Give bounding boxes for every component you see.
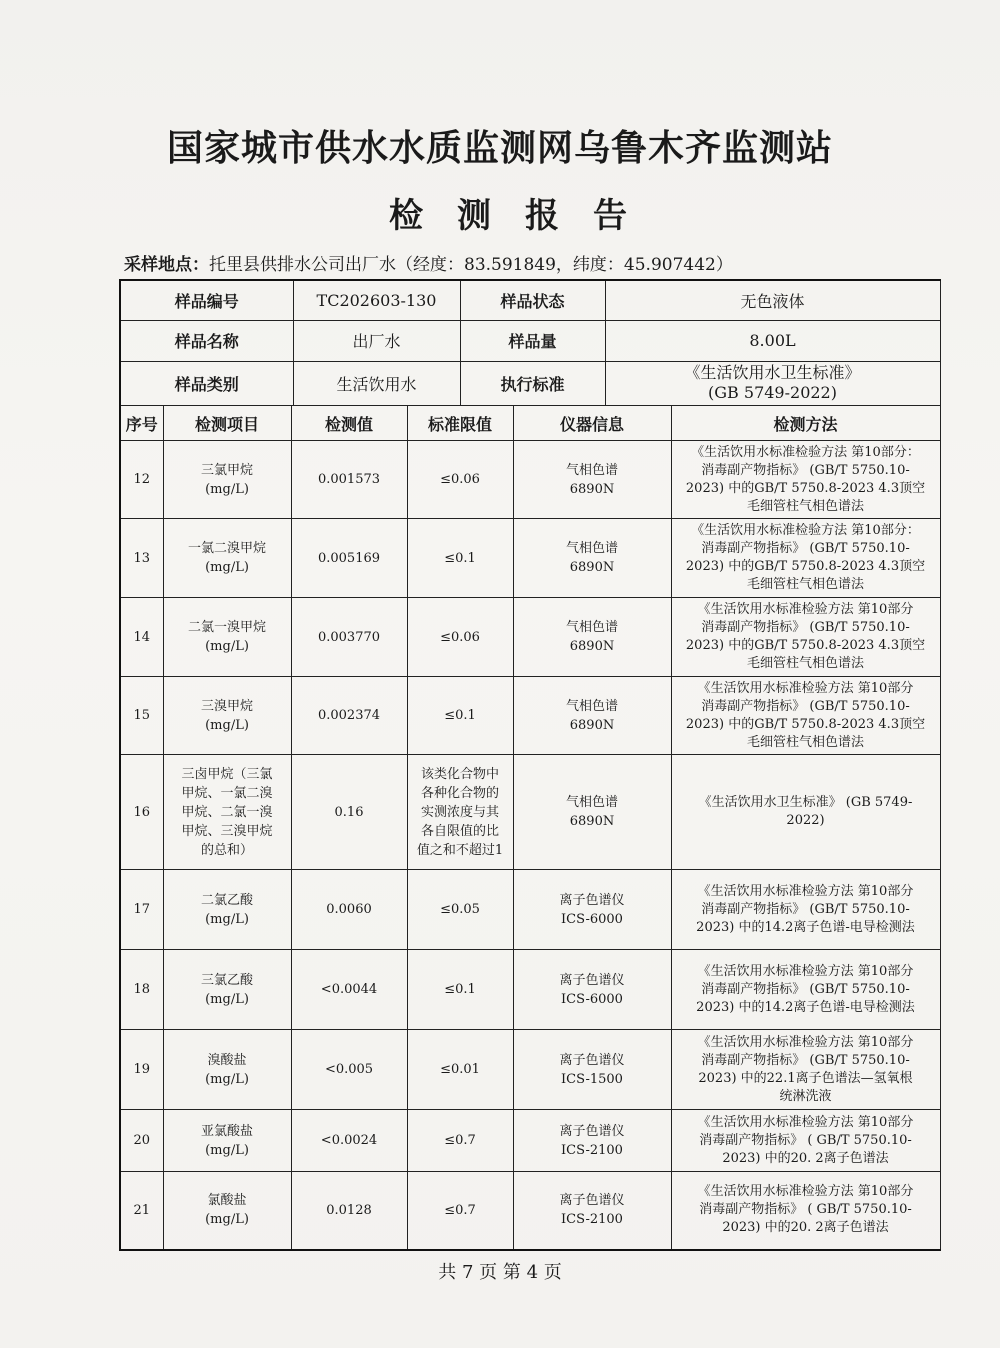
row-method: 《生活饮用水标准检验方法 第10部分 消毒副产物指标》 (GB/T 5750.10- 2023) 中的14.2离子色谱-电导检测法	[671, 950, 940, 1030]
page-counter: 共 7 页 第 4 页	[438, 1262, 562, 1283]
sample-state-value: 无色液体	[605, 280, 940, 320]
sample-state-label: 样品状态	[460, 280, 605, 320]
row-limit: ≤0.1	[407, 677, 513, 755]
table-row	[120, 755, 940, 870]
row-limit: ≤0.7	[407, 1172, 513, 1250]
station-title: 国家城市供水水质监测网乌鲁木齐监测站	[166, 128, 833, 169]
row-method: 《生活饮用水标准检验方法 第10部分： 消毒副产物指标》 (GB/T 5750.10- 2023) 中的GB/T 5750.8-2023 4.3顶空 毛细管柱气相色谱法	[671, 441, 940, 519]
row-value: 0.001573	[291, 441, 407, 519]
row-item: 二氯乙酸 (mg/L)	[163, 870, 291, 950]
info-row	[120, 361, 940, 405]
row-no: 20	[120, 1110, 163, 1172]
table-row	[120, 519, 940, 598]
row-value: 0.005169	[291, 519, 407, 598]
row-item: 一氯二溴甲烷 (mg/L)	[163, 519, 291, 598]
sample-info-table	[119, 279, 941, 406]
results-table	[119, 405, 941, 1251]
table-row	[120, 1172, 940, 1250]
row-method: 《生活饮用水标准检验方法 第10部分 消毒副产物指标》 (GB/T 5750.10- 2023) 中的14.2离子色谱-电导检测法	[671, 870, 940, 950]
row-instrument: 离子色谱仪 ICS-6000	[513, 870, 671, 950]
standard-label: 执行标准	[460, 361, 605, 405]
sample-type-label: 样品类别	[120, 361, 293, 405]
row-no: 19	[120, 1030, 163, 1110]
standard-line-1: 《生活饮用水卫生标准》	[684, 363, 861, 382]
row-item: 氯酸盐 (mg/L)	[163, 1172, 291, 1250]
row-no: 13	[120, 519, 163, 598]
location-value: 托里县供排水公司出厂水（经度：83.591849，纬度：45.907442）	[209, 255, 733, 275]
standard-line-2: (GB 5749-2022)	[708, 383, 837, 402]
row-item: 三卤甲烷（三氯 甲烷、一氯二溴 甲烷、二氯一溴 甲烷、三溴甲烷 的总和）	[163, 755, 291, 870]
row-instrument: 气相色谱 6890N	[513, 441, 671, 519]
row-limit: 该类化合物中 各种化合物的 实测浓度与其 各自限值的比 值之和不超过1	[407, 755, 513, 870]
location-label: 采样地点：	[124, 255, 209, 275]
row-value: 0.0128	[291, 1172, 407, 1250]
row-value: 0.16	[291, 755, 407, 870]
row-method: 《生活饮用水标准检验方法 第10部分 消毒副产物指标》 ( GB/T 5750.10- 2023) 中的20. 2离子色谱法	[671, 1110, 940, 1172]
sample-qty-value: 8.00L	[605, 320, 940, 361]
row-value: <0.005	[291, 1030, 407, 1110]
col-item: 检测项目	[163, 406, 291, 441]
sampling-location	[124, 250, 944, 275]
sample-no-label: 样品编号	[120, 280, 293, 320]
row-instrument: 气相色谱 6890N	[513, 519, 671, 598]
row-instrument: 离子色谱仪 ICS-6000	[513, 950, 671, 1030]
row-value: 0.003770	[291, 598, 407, 677]
row-limit: ≤0.06	[407, 598, 513, 677]
table-row	[120, 870, 940, 950]
row-item: 三溴甲烷 (mg/L)	[163, 677, 291, 755]
row-method: 《生活饮用水卫生标准》 (GB 5749- 2022)	[671, 755, 940, 870]
row-instrument: 气相色谱 6890N	[513, 755, 671, 870]
row-no: 12	[120, 441, 163, 519]
row-instrument: 气相色谱 6890N	[513, 677, 671, 755]
row-instrument: 离子色谱仪 ICS-2100	[513, 1110, 671, 1172]
row-limit: ≤0.05	[407, 870, 513, 950]
row-no: 16	[120, 755, 163, 870]
row-value: 0.002374	[291, 677, 407, 755]
row-instrument: 离子色谱仪 ICS-2100	[513, 1172, 671, 1250]
col-method: 检测方法	[671, 406, 940, 441]
sample-name-label: 样品名称	[120, 320, 293, 361]
row-instrument: 离子色谱仪 ICS-1500	[513, 1030, 671, 1110]
table-row	[120, 1030, 940, 1110]
report-title: 检测报告	[389, 196, 661, 236]
row-instrument: 气相色谱 6890N	[513, 598, 671, 677]
header-row	[120, 406, 940, 441]
row-item: 溴酸盐 (mg/L)	[163, 1030, 291, 1110]
row-limit: ≤0.7	[407, 1110, 513, 1172]
col-limit: 标准限值	[407, 406, 513, 441]
col-no: 序号	[120, 406, 163, 441]
row-value: 0.0060	[291, 870, 407, 950]
row-limit: ≤0.1	[407, 519, 513, 598]
info-row	[120, 320, 940, 361]
row-method: 《生活饮用水标准检验方法 第10部分 消毒副产物指标》 ( GB/T 5750.10- 2023) 中的20. 2离子色谱法	[671, 1172, 940, 1250]
col-value: 检测值	[291, 406, 407, 441]
row-method: 《生活饮用水标准检验方法 第10部分 消毒副产物指标》 (GB/T 5750.10- 2023) 中的GB/T 5750.8-2023 4.3顶空 毛细管柱气相色谱法	[671, 677, 940, 755]
row-item: 三氯甲烷 (mg/L)	[163, 441, 291, 519]
row-limit: ≤0.06	[407, 441, 513, 519]
row-method: 《生活饮用水标准检验方法 第10部分 消毒副产物指标》 (GB/T 5750.10- 2023) 中的GB/T 5750.8-2023 4.3顶空 毛细管柱气相色谱法	[671, 598, 940, 677]
row-value: <0.0044	[291, 950, 407, 1030]
sample-name-value: 出厂水	[293, 320, 460, 361]
row-no: 15	[120, 677, 163, 755]
row-limit: ≤0.1	[407, 950, 513, 1030]
row-no: 17	[120, 870, 163, 950]
row-method: 《生活饮用水标准检验方法 第10部分 消毒副产物指标》 (GB/T 5750.10- 2023) 中的22.1离子色谱法—氢氧根 统淋洗液	[671, 1030, 940, 1110]
standard-value	[605, 361, 940, 405]
row-limit: ≤0.01	[407, 1030, 513, 1110]
row-item: 三氯乙酸 (mg/L)	[163, 950, 291, 1030]
row-no: 14	[120, 598, 163, 677]
sample-type-value: 生活饮用水	[293, 361, 460, 405]
table-row	[120, 598, 940, 677]
row-item: 亚氯酸盐 (mg/L)	[163, 1110, 291, 1172]
table-row	[120, 677, 940, 755]
table-row	[120, 950, 940, 1030]
row-value: <0.0024	[291, 1110, 407, 1172]
row-item: 二氯一溴甲烷 (mg/L)	[163, 598, 291, 677]
sample-no-value: TC202603-130	[293, 280, 460, 320]
col-instrument: 仪器信息	[513, 406, 671, 441]
row-no: 21	[120, 1172, 163, 1250]
info-row	[120, 280, 940, 320]
sample-qty-label: 样品量	[460, 320, 605, 361]
row-no: 18	[120, 950, 163, 1030]
row-method: 《生活饮用水标准检验方法 第10部分： 消毒副产物指标》 (GB/T 5750.10- 2023) 中的GB/T 5750.8-2023 4.3顶空 毛细管柱气相色谱法	[671, 519, 940, 598]
table-row	[120, 441, 940, 519]
table-row	[120, 1110, 940, 1172]
